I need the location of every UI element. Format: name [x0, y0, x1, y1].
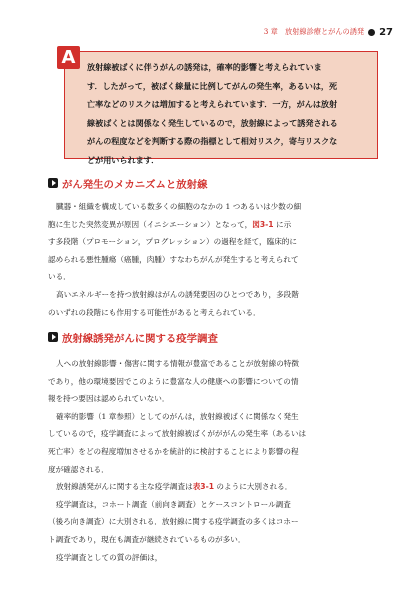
body-line: 胞に生じた突然変異が原因（イニシエーション）となって，図3-1 に示 — [48, 219, 292, 229]
body-line: のいずれの段階にも作用する可能性があると考えられている． — [48, 307, 261, 317]
body-line: 疫学調査としての質の評価は， — [56, 552, 163, 562]
body-line: 放射線誘発がんに関する主な疫学調査は表3-1 のように大別される． — [56, 482, 293, 492]
answer-line: どが用いられます． — [87, 154, 160, 165]
body-line: 認められる悪性腫瘍（癌腫，肉腫）すなわちがんが発生すると考えられて — [48, 254, 299, 264]
body-line: 人への放射線影響・傷害に関する情報が豊富であることが放射線の特徴 — [56, 359, 299, 368]
body-line: 報を持つ要因は認められていない． — [48, 394, 170, 404]
figure-reference[interactable]: 図3-1 — [252, 219, 274, 229]
body-line: （後ろ向き調査）に大別される．放射線に関する疫学調査の多くはコホー — [48, 517, 299, 527]
section-bullet-icon — [48, 332, 58, 342]
section-title: 放射線誘発がんに関する疫学調査 — [62, 332, 218, 345]
section-heading — [48, 330, 218, 344]
answer-text — [87, 58, 369, 170]
answer-line: 線被ばくとは関係なく発生しているので，放射線によって誘発される — [87, 117, 338, 128]
table-reference[interactable]: 表3-1 — [192, 482, 215, 492]
body-line: 高いエネルギーを持つ放射線はがんの誘発要因のひとつであり，多段階 — [56, 289, 299, 299]
section-body — [48, 355, 378, 566]
body-line: す多段階（プロモーション，プログレッション）の過程を経て，臨床的に — [48, 237, 297, 247]
running-header — [264, 26, 393, 38]
body-line: 度が確認される． — [48, 464, 109, 474]
body-line: 疫学調査は，コホート調査（前向き調査）とケースコントロール調査 — [56, 499, 291, 509]
body-line: 臓器・組織を構成している数多くの細胞のなかの 1 つあるいは少数の細 — [56, 202, 302, 211]
answer-line: 亡率などのリスクは増加すると考えられています．一方，がんは放射 — [87, 99, 338, 110]
body-line: であり，他の環境要因でこのように豊富な人の健康への影響についての情 — [48, 376, 299, 386]
body-line: 死亡率）をどの程度増加させるかを統計的に検討することにより影響の程 — [48, 446, 299, 456]
body-line: いる． — [48, 272, 71, 282]
answer-line: 放射線被ばくに伴うがんの誘発は，確率的影響と考えられていま — [87, 62, 322, 72]
bullet-dot-icon — [368, 29, 375, 36]
answer-line: す．したがって，被ばく線量に比例してがんの発生率，あるいは，死 — [87, 80, 338, 91]
running-title: 3 章 放射線診療とがんの誘発 — [263, 27, 365, 36]
section-heading — [48, 176, 207, 190]
answer-box — [61, 47, 378, 165]
body-line: しているので，疫学調査によって放射線被ばくがががんの発生率（あるいは — [48, 429, 307, 439]
body-line: ト調査であり，現在も調査が継続されているものが多い． — [48, 534, 246, 544]
section-bullet-icon — [48, 178, 58, 188]
page-number: 27 — [379, 26, 393, 38]
section-title: がん発生のメカニズムと放射線 — [62, 178, 208, 191]
section-body — [48, 198, 378, 321]
body-line: 確率的影響（1 章参照）としてのがんは，放射線被ばくに関係なく発生 — [56, 411, 299, 421]
answer-line: がんの程度などを判断する際の指標として相対リスク，寄与リスクな — [87, 136, 338, 147]
answer-badge: A — [57, 46, 80, 69]
